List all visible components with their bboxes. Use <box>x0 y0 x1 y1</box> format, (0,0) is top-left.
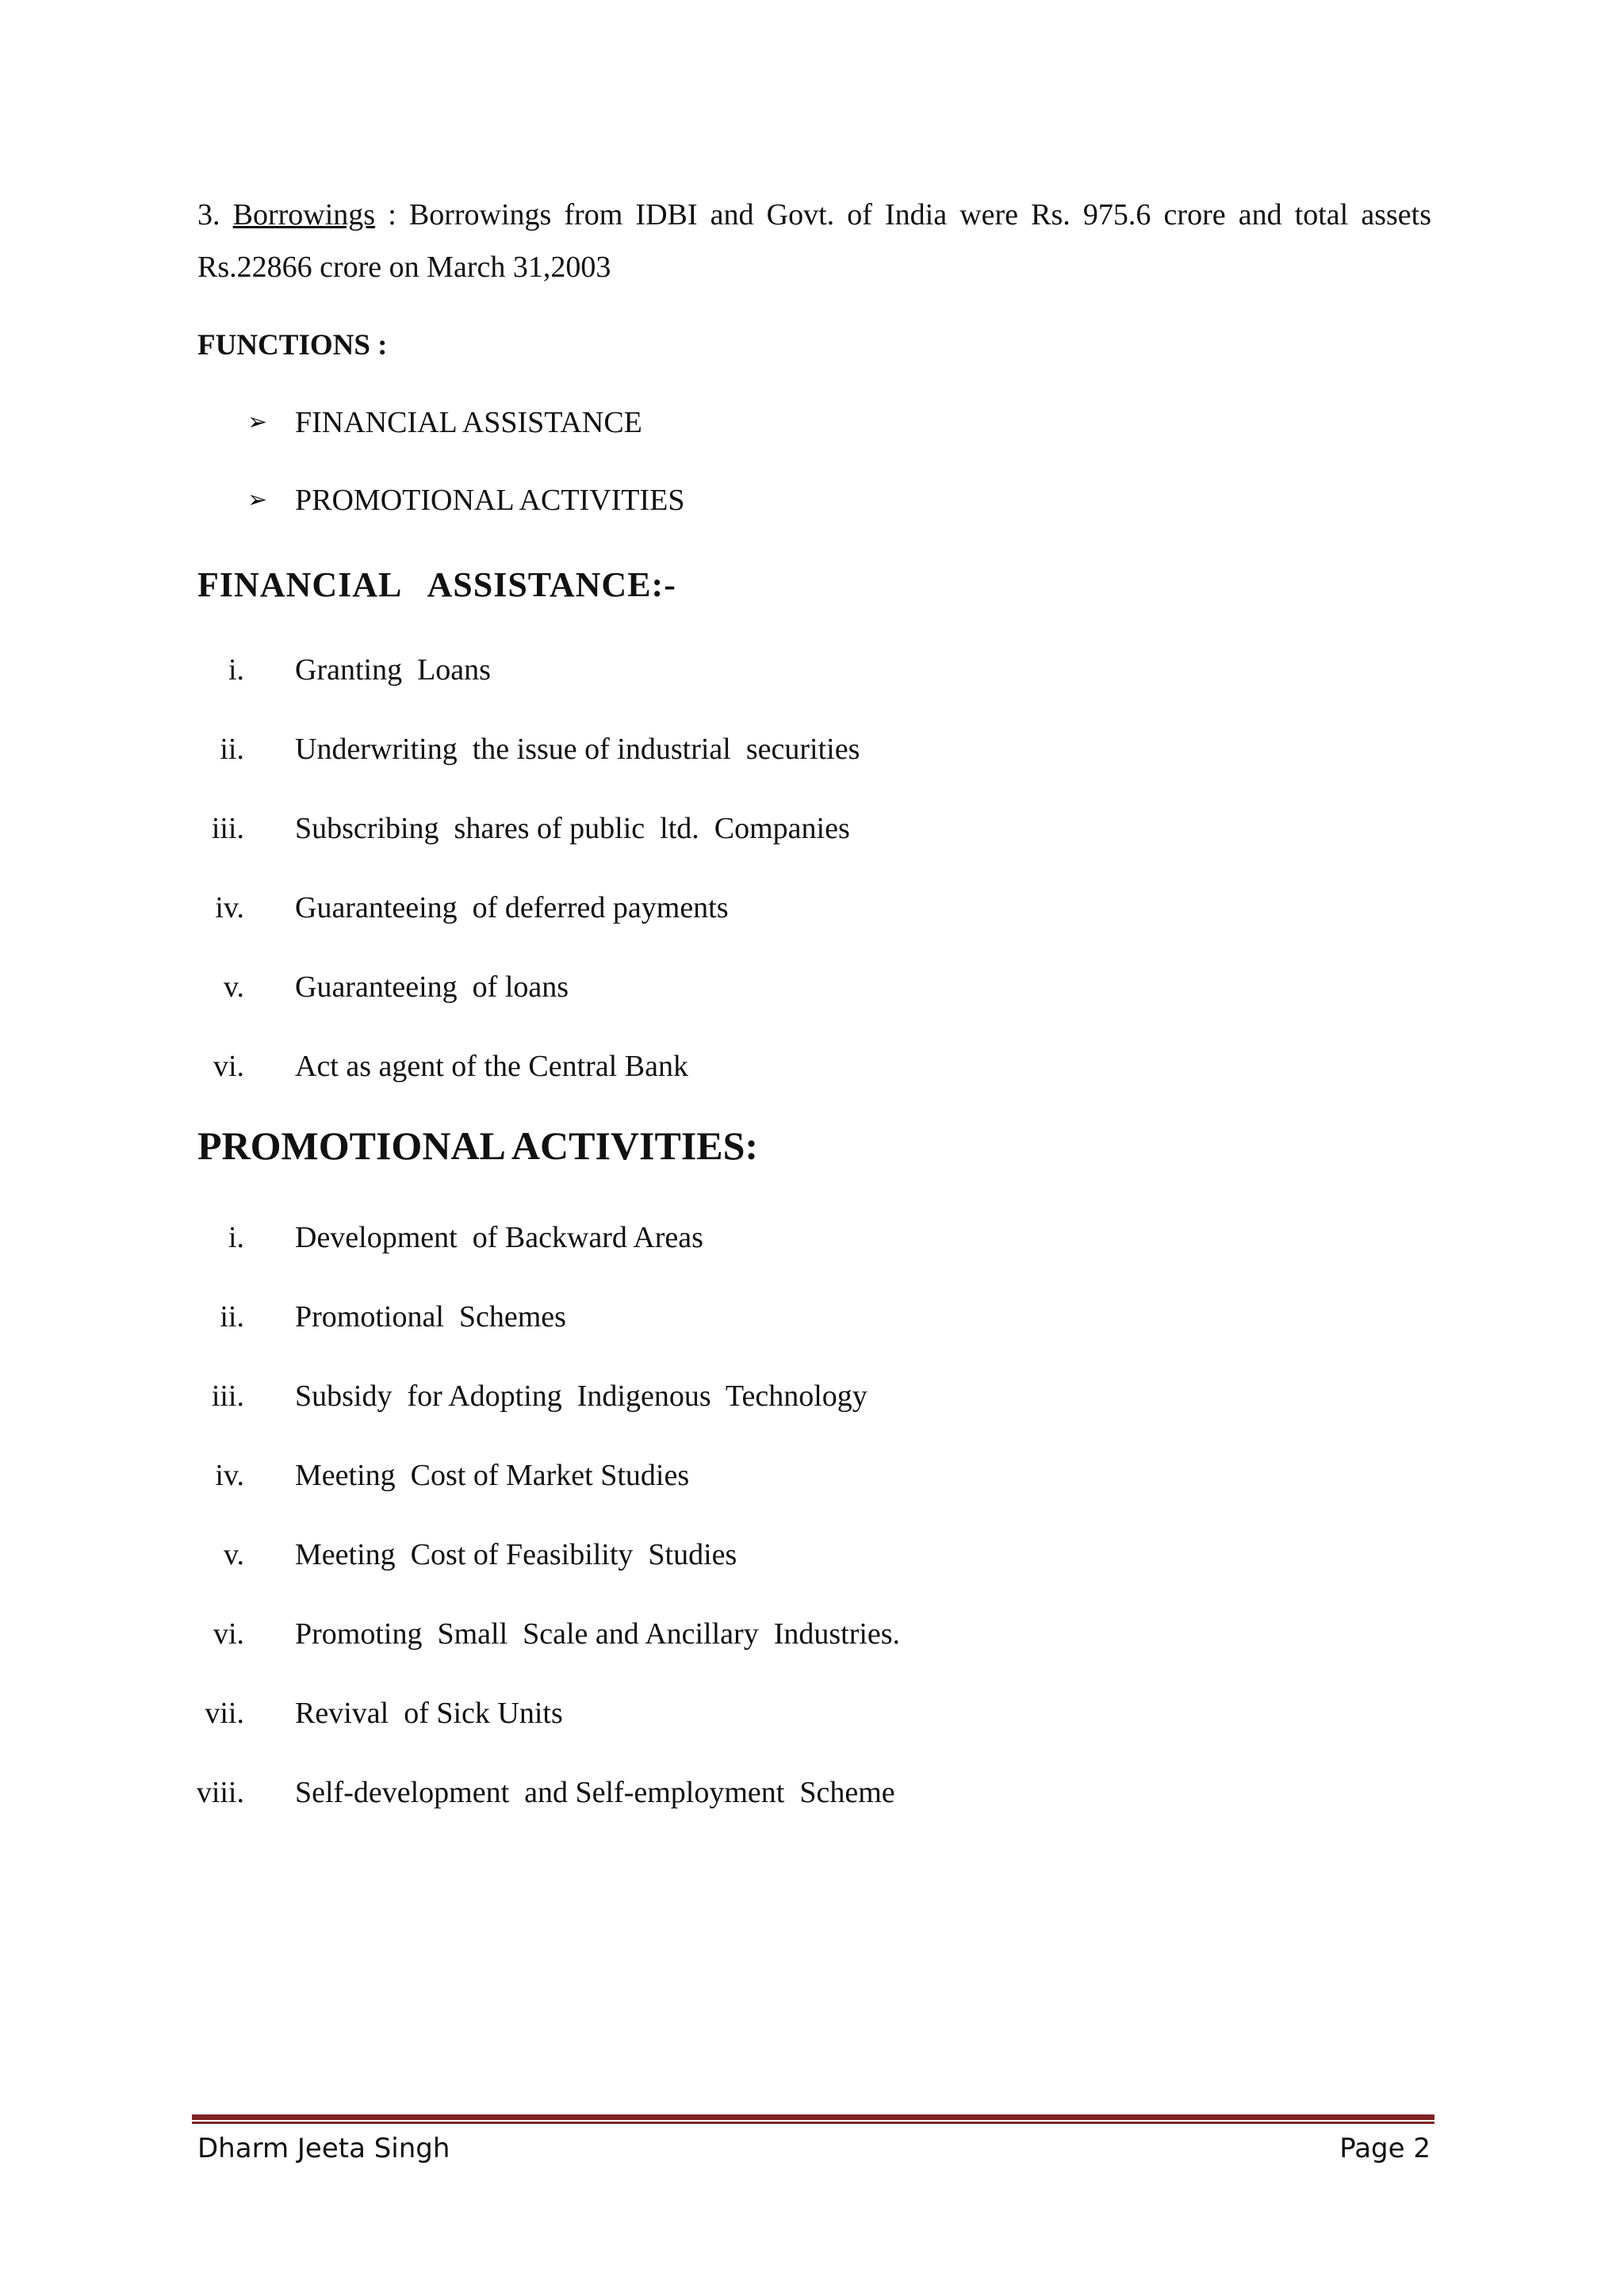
financial-assistance-list <box>159 650 860 1126</box>
list-item-text: Granting Loans <box>295 653 491 687</box>
list-item-text: Promotional Schemes <box>295 1300 566 1334</box>
borrowings-prefix: 3. <box>197 198 233 232</box>
arrowhead-bullet-icon: ➢ <box>247 408 268 436</box>
list-item <box>159 1456 900 1535</box>
footer-rule-thick <box>192 2114 1434 2120</box>
financial-assistance-heading: FINANCIAL ASSISTANCE:- <box>197 565 676 604</box>
footer-divider <box>192 2114 1434 2124</box>
footer-rule-thin <box>192 2122 1434 2124</box>
list-item-text: Revival of Sick Units <box>295 1697 563 1730</box>
list-item <box>159 1535 900 1614</box>
list-item <box>159 650 860 729</box>
promotional-activities-list <box>159 1218 900 1852</box>
list-number: viii. <box>196 1776 244 1809</box>
list-item <box>247 480 685 558</box>
list-item <box>159 1614 900 1693</box>
list-number: v. <box>223 970 244 1004</box>
function-item-label: FINANCIAL ASSISTANCE <box>295 406 642 439</box>
list-item <box>159 809 860 888</box>
list-number: i. <box>228 653 244 687</box>
list-item-text: Self-development and Self-employment Scheme <box>295 1776 895 1809</box>
list-item-text: Development of Backward Areas <box>295 1221 703 1254</box>
list-item-text: Underwriting the issue of industrial securities <box>295 733 860 766</box>
list-number: iii. <box>211 812 244 845</box>
list-item <box>159 1218 900 1297</box>
list-item <box>159 1376 900 1456</box>
list-item <box>159 1773 900 1852</box>
list-item <box>247 403 685 480</box>
list-number: v. <box>223 1538 244 1571</box>
footer-author: Dharm Jeeta Singh <box>197 2133 450 2164</box>
list-item-text: Guaranteeing of loans <box>295 970 569 1004</box>
function-item-label: PROMOTIONAL ACTIVITIES <box>295 484 685 517</box>
list-number: iv. <box>215 891 244 924</box>
list-item-text: Guaranteeing of deferred payments <box>295 891 729 924</box>
list-item-text: Promoting Small Scale and Ancillary Industries. <box>295 1617 901 1651</box>
borrowings-text: : Borrowings from IDBI and Govt. of India were Rs. 975.6 crore and total assets Rs.22866 crore on March 31,2003 <box>197 198 1432 284</box>
borrowings-label: Borrowings <box>232 198 376 232</box>
footer-page-number: Page 2 <box>1339 2133 1431 2164</box>
list-item <box>159 1297 900 1376</box>
list-number: iii. <box>211 1380 244 1413</box>
list-item <box>159 1693 900 1773</box>
list-number: ii. <box>220 1300 244 1334</box>
functions-heading: FUNCTIONS : <box>197 329 388 362</box>
list-item <box>159 888 860 967</box>
list-number: ii. <box>220 733 244 766</box>
list-number: iv. <box>215 1459 244 1492</box>
list-item-text: Subscribing shares of public ltd. Companies <box>295 812 850 845</box>
list-number: vii. <box>205 1697 244 1730</box>
list-item <box>159 967 860 1047</box>
list-item <box>159 1047 860 1126</box>
list-item <box>159 729 860 809</box>
list-item-text: Act as agent of the Central Bank <box>295 1050 688 1083</box>
list-number: vi. <box>213 1617 244 1651</box>
list-number: vi. <box>213 1050 244 1083</box>
list-number: i. <box>228 1221 244 1254</box>
promotional-activities-heading: PROMOTIONAL ACTIVITIES: <box>197 1123 759 1168</box>
arrowhead-bullet-icon: ➢ <box>247 486 268 514</box>
list-item-text: Meeting Cost of Feasibility Studies <box>295 1538 737 1571</box>
list-item-text: Meeting Cost of Market Studies <box>295 1459 690 1492</box>
borrowings-paragraph <box>197 189 1431 293</box>
functions-list <box>247 403 685 558</box>
list-item-text: Subsidy for Adopting Indigenous Technology <box>295 1380 868 1413</box>
